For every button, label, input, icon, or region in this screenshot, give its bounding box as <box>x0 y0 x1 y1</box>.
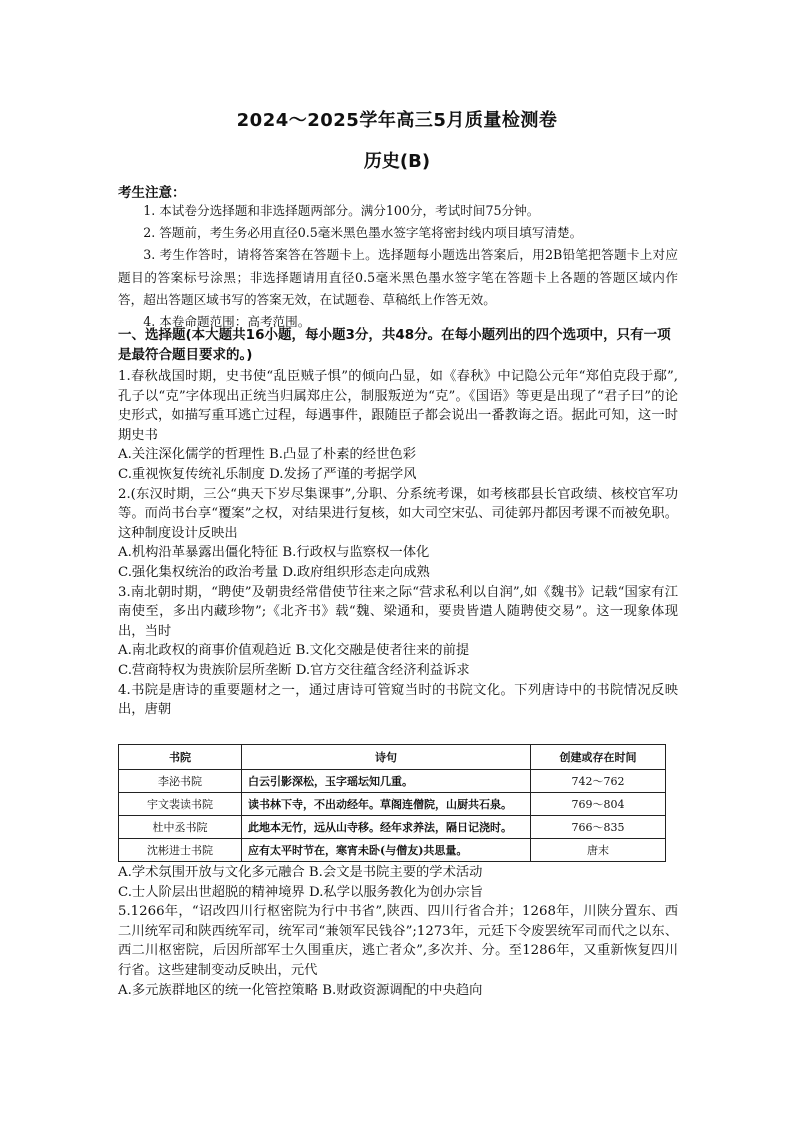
exam-notes <box>118 200 678 333</box>
question-2-options-cd: C.强化集权统治的政治考量 D.政府组织形态走向成熟 <box>118 564 430 580</box>
time-cell: 769～804 <box>531 793 666 816</box>
table-row <box>119 816 666 839</box>
table-row <box>119 793 666 816</box>
note-item: 4. 本卷命题范围：高考范围。 <box>143 314 311 330</box>
question-1-stem: 1.春秋战国时期，史书使“乱臣贼子惧”的倾向凸显，如《春秋》中记隐公元年“郑伯克段于鄢”,孔子以“克”字体现出正统当归属郑庄公，制服叛逆为“克”。《国语》等更是出现了“君子曰”的论史形式，如描写重耳逃亡过程，每遇事件，跟随臣子都会说出一番教诲之语。据此可知，这一时期史书 <box>118 369 678 443</box>
column-header-time: 创建或存在时间 <box>531 745 666 770</box>
question-1-options-ab: A.关注深化儒学的哲理性 B.凸显了朴素的经世色彩 <box>118 447 416 463</box>
question-3-options-cd: C.营商特权为贵族阶层所垄断 D.官方交往蕴含经济利益诉求 <box>118 662 470 678</box>
notes-heading: 考生注意： <box>118 185 186 201</box>
time-cell: 742～762 <box>531 770 666 793</box>
note-item: 2. 答题前，考生务必用直径0.5毫米黑色墨水签字笔将密封线内项目填写清楚。 <box>143 225 583 241</box>
academy-cell: 李泌书院 <box>119 770 242 793</box>
column-header-academy: 书院 <box>119 745 242 770</box>
questions-block <box>118 863 678 1000</box>
section-heading: 一、选择题(本大题共16小题，每小题3分，共48分。在每小题列出的四个选项中，只有一项是最符合题目要求的。) <box>118 327 671 363</box>
questions-block <box>118 367 678 720</box>
academy-cell: 沈彬进士书院 <box>119 839 242 862</box>
academy-poem-table <box>118 744 666 862</box>
question-1-options-cd: C.重视恢复传统礼乐制度 D.发扬了严谨的考据学风 <box>118 466 417 482</box>
question-4-options-cd: C.士人阶层出世超脱的精神境界 D.私学以服务教化为创办宗旨 <box>118 884 483 900</box>
question-5-options-ab: A.多元族群地区的统一化管控策略 B.财政资源调配的中央趋向 <box>118 982 483 998</box>
table-row <box>119 839 666 862</box>
question-5-stem: 5.1266年，“诏改四川行枢密院为行中书省”,陕西、四川行省合并；1268年，川陕分置东、西二川统军司和陕西统军司，统军司“兼领军民钱谷”;1273年，元廷下令废罢统军司而代之以东、西二川枢密院，后因所部军士久围重庆，逃亡者众”,多次并、分。至1286年，又重新恢复四川行省。这些建制变动反映出，元代 <box>118 904 678 978</box>
exam-title: 2024～2025学年高三5月质量检测卷 <box>236 110 558 131</box>
question-2-options-ab: A.机构沿革暴露出僵化特征 B.行政权与监察权一体化 <box>118 545 430 561</box>
note-item: 1. 本试卷分选择题和非选择题两部分。满分100分，考试时间75分钟。 <box>143 203 540 218</box>
table-header-row <box>119 745 666 770</box>
column-header-poem: 诗句 <box>242 745 531 770</box>
time-cell: 766～835 <box>531 816 666 839</box>
poem-cell: 读书林下寺，不出动经年。草阁连僧院，山厨共石泉。 <box>242 793 531 816</box>
question-4-stem: 4.书院是唐诗的重要题材之一，通过唐诗可管窥当时的书院文化。下列唐诗中的书院情况反映出，唐朝 <box>118 682 678 718</box>
academy-cell: 宇文裴读书院 <box>119 793 242 816</box>
question-3-stem: 3.南北朝时期，“聘使”及朝贵经常借使节往来之际“营求私利以自润”,如《魏书》记载“国家有江南使至，多出内藏珍物”;《北齐书》载“魏、梁通和，要贵皆遣人随聘使交易”。这一现象体现出，当时 <box>118 584 678 639</box>
poem-cell: 白云引影深松，玉字瑶坛知几重。 <box>242 770 531 793</box>
question-4-options-ab: A.学术氛围开放与文化多元融合 B.会文是书院主要的学术活动 <box>118 865 483 880</box>
question-3-options-ab: A.南北政权的商事价值观趋近 B.文化交融是使者往来的前提 <box>118 643 470 659</box>
poem-cell: 应有太平时节在，寒宵未卧(与僧友)共思量。 <box>242 839 531 862</box>
subject-title: 历史(B) <box>363 151 431 172</box>
academy-cell: 杜中丞书院 <box>119 816 242 839</box>
note-item: 3. 考生作答时，请将答案答在答题卡上。选择题每小题选出答案后，用2B铅笔把答题卡上对应题目的答案标号涂黑；非选择题请用直径0.5毫米黑色墨水签字笔在答题卡上各题的答题区域内作答，超出答题区域书写的答案无效，在试题卷、草稿纸上作答无效。 <box>118 247 678 307</box>
question-2-stem: 2.(东汉时期，三公“典天下岁尽集课事”,分职、分系统考课，如考核郡县长官政绩、核校官军功等。而尚书台享“覆案”之权，对结果进行复核，如大司空宋弘、司徒郭丹都因考课不而被免职。这种制度设计反映出 <box>118 486 678 541</box>
poem-cell: 此地本无竹，远从山寺移。经年求养法，隔日记浇时。 <box>242 816 531 839</box>
time-cell: 唐末 <box>531 839 666 862</box>
table-row <box>119 770 666 793</box>
